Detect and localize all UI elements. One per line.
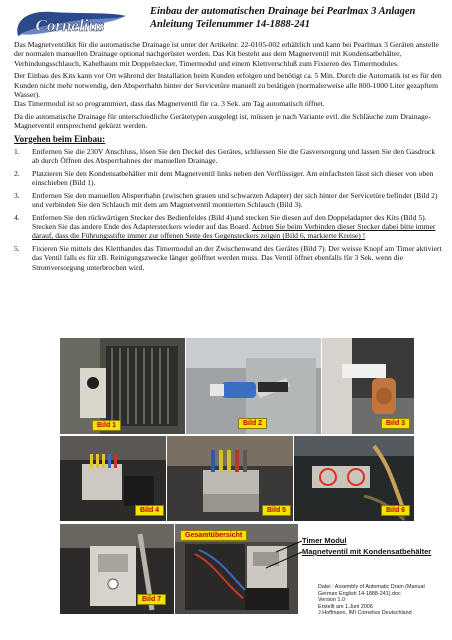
figure-label-bild-1: Bild 1	[92, 420, 121, 431]
intro-paragraph-2: Der Einbau des Kits kann vor Ort während der Installation beim Kunden erfolgen und benötigt ca. 5 Min. Durch die Automatik ist es für den Kunden nicht mehr notwendig, den Absperrhahn hinter der Servicetüre manuell zu betätigen (normalerweise alle 800-1000 Liter gezapftem Wasser).	[14, 71, 442, 100]
intro-paragraph-1: Das Magnetventilkit für die automatische Drainage ist unter der Artikelnr. 22-0105-002 erhältlich und kann bei Pearlmax 3 Geräten anstelle der normalen manuellen Drainage optional nachgerüstet werden. Das Kit besteht aus dem Magnetventil mit Kondensatbehälter, Verbindungsschlauch, Kabelbaum mit Doppelstecker, Timermodul und einem Klettverschluß zum Fixieren des Timermodules.	[14, 40, 439, 68]
step-item: 1. Entfernen Sie die 230V Anschluss, lösen Sie den Deckel des Gerätes, schliessen Sie die Gasversorgung und lassen Sie den Gasdruck ab durch Öffnen des Absperrhahnes der manuellen Drainage.	[14, 147, 436, 166]
intro-paragraph-4: Da die automatische Drainage für unterschiedliche Gerätetypen ausgelegt ist, müssen je nach Variante evtl. die Schläuche zum Drainage-Magnetventil entsprechend gekürzt werden.	[14, 111, 431, 131]
figure-label-bild-7: Bild 7	[137, 594, 166, 605]
procedure-steps	[14, 147, 442, 272]
figure-label-bild-3: Bild 3	[381, 418, 410, 429]
intro-paragraph-3: Das Timermodul ist so programmiert, dass das Magnetventil für ca. 3 Sek. am Tag automatisch öffnet.	[14, 99, 325, 109]
document-footer: Datei : Assembly of Automatic Drain (Manual German English 14-1888-241).doc Version 1.0 Erstellt am 1.Juni 2006 J.Hoffmann, IMI Cornelius Deutschland	[318, 584, 425, 617]
svg-text:Cornelius: Cornelius	[35, 16, 105, 35]
step-item: 3. Entfernen Sie den manuellen Absperrhahn (zwischen grauen und schwarzen Adapter) der sich hinter der Servicetüre befindet (Bild 2) und verbinden Sie den Schlauch mit dem am Magnetventil montierten Schlauch (Bild 3).	[14, 190, 438, 210]
cornelius-logo	[12, 6, 130, 42]
figure-label-bild-4: Bild 4	[135, 505, 164, 516]
procedure-heading: Vorgehen beim Einbau:	[14, 133, 106, 144]
photo-bild-1	[60, 338, 185, 434]
annotation-magnetic-valve: Magnetventil mit Kondensatbehälter	[302, 547, 432, 556]
figure-label-overview: Gesamtübersicht	[180, 530, 247, 541]
step-item: 2. Platzieren Sie den Kondensatbehälter mit dem Magnetventil links neben den Verflüssiger. Am einfachsten lässt sich dieser von oben einschieben (Bild 1).	[14, 168, 434, 188]
document-title	[150, 5, 446, 31]
figure-label-bild-6: Bild 6	[381, 505, 410, 516]
annotation-arrows	[256, 536, 306, 576]
step-item: 5. Fixieren Sie mittels des Klettbandes das Timermodul an der Zwischenwand des Gerätes (Bild 7). Der weisse Knopf am Timer aktiviert das Ventil falls es für zB. Reinigungszwecke länger geöffnet werden muss. Das Ventil öffnet ebenfalls für 3 Sek. wenn die Stromversorgung unterbrochen wird.	[14, 243, 442, 272]
title-line-2: Anleitung Teilenummer 14-1888-241	[150, 19, 311, 30]
annotation-timer-module: Timer Modul	[302, 536, 347, 545]
step-warning: Achten Sie beim Verbinden dieser Stecker dabei bitte immer darauf, dass die Führungsstifte immer zur offenen Seite des Gegensteckers zeigen (Bild 6, markierte Kreise) !	[32, 221, 436, 241]
figure-label-bild-5: Bild 5	[262, 505, 291, 516]
title-line-1: Einbau der automatischen Drainage bei Pearlmax 3 Anlagen	[150, 6, 416, 17]
figure-label-bild-2: Bild 2	[238, 418, 267, 429]
document-body	[14, 40, 442, 275]
step-item: 4. Entfernen Sie den rückwärtigen Stecker des Bedienfeldes (Bild 4)und stecken Sie diesen auf den Doppeladapter des Kits (Bild 5). Stecken Sie das andere Ende des Adaptersteckers wieder auf das Board. Achten Sie beim Verbinden dieser Stecker dabei bitte immer darauf, dass die Führungsstifte immer zur offenen Seite des Gegensteckers zeigen (Bild 6, markierte Kreise) !	[14, 212, 436, 241]
